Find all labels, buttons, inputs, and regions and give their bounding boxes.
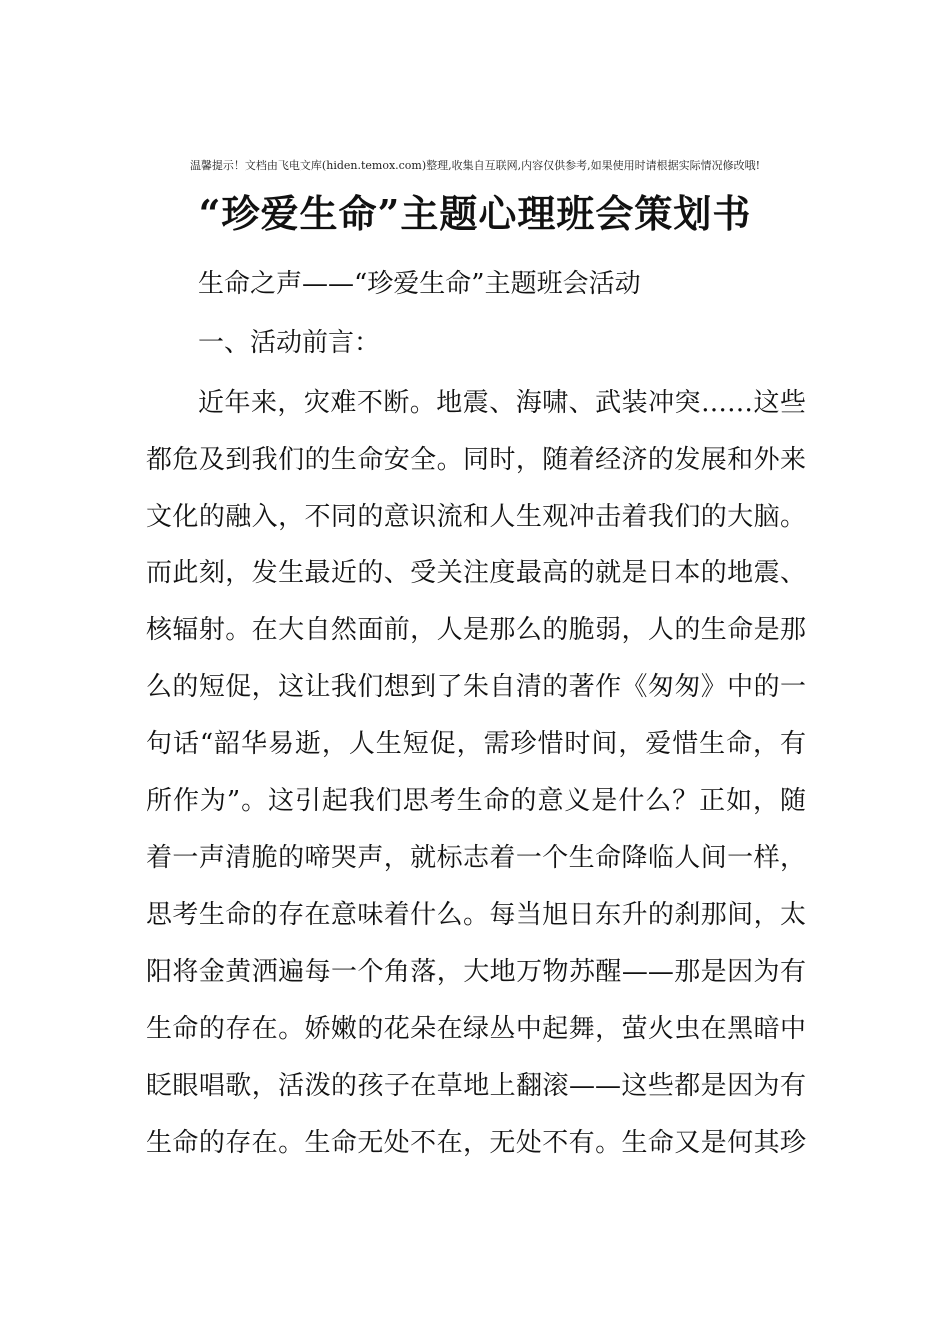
paragraph-line: 眨眼唱歌，活泼的孩子在草地上翻滚——这些都是因为有 <box>146 1071 806 1101</box>
section-heading: 一、活动前言： <box>198 328 381 358</box>
document-subtitle: 生命之声——“珍爱生命”主题班会活动 <box>198 269 641 299</box>
paragraph-line: 都危及到我们的生命安全。同时，随着经济的发展和外来 <box>146 445 806 475</box>
paragraph-line: 生命的存在。生命无处不在，无处不有。生命又是何其珍 <box>146 1128 806 1158</box>
download-notice: 温馨提示！文档由飞电文库(hiden.temox.com)整理,收集自互联网,内容仅供参考,如果使用时请根据实际情况修改哦! <box>189 159 761 172</box>
paragraph-line: 阳将金黄洒遍每一个角落，大地万物苏醒——那是因为有 <box>146 957 806 987</box>
paragraph-line: 句话“韶华易逝，人生短促，需珍惜时间，爱惜生命，有 <box>146 729 806 759</box>
paragraph-line: 而此刻，发生最近的、受关注度最高的就是日本的地震、 <box>146 558 806 588</box>
paragraph-line: 所作为”。这引起我们思考生命的意义是什么？正如，随 <box>146 786 806 816</box>
paragraph-line: 文化的融入，不同的意识流和人生观冲击着我们的大脑。 <box>146 502 806 532</box>
paragraph-line: 核辐射。在大自然面前，人是那么的脆弱，人的生命是那 <box>146 615 806 645</box>
paragraph-line: 思考生命的存在意味着什么。每当旭日东升的刹那间，太 <box>146 900 806 930</box>
paragraph-line: 着一声清脆的啼哭声，就标志着一个生命降临人间一样， <box>146 843 806 873</box>
paragraph-line: 么的短促，这让我们想到了朱自清的著作《匆匆》中的一 <box>146 672 806 702</box>
document-title: “珍爱生命”主题心理班会策划书 <box>198 191 752 236</box>
paragraph-line: 生命的存在。娇嫩的花朵在绿丛中起舞，萤火虫在黑暗中 <box>146 1014 806 1044</box>
paragraph-line: 近年来，灾难不断。地震、海啸、武装冲突……这些 <box>198 388 806 418</box>
